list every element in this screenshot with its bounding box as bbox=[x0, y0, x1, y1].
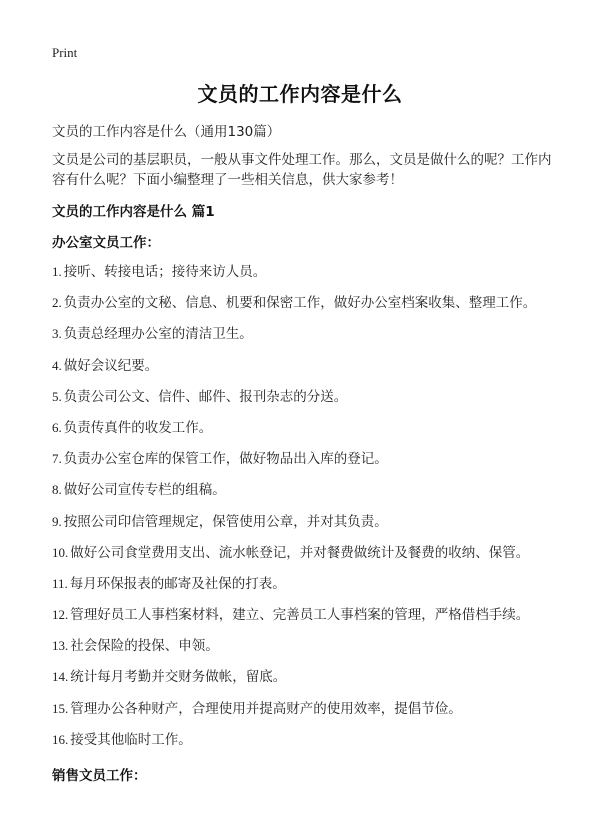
list-item bbox=[52, 730, 572, 761]
list-item bbox=[52, 512, 572, 543]
item-number: 3. bbox=[52, 326, 62, 342]
item-number: 10. bbox=[52, 544, 69, 560]
intro-paragraph: 文员是公司的基层职员，一般从事文件处理工作。那么，文员是做什么的呢？工作内容有什么呢？下面小编整理了一些相关信息，供大家参考！ bbox=[52, 152, 552, 188]
document-title: 文员的工作内容是什么 bbox=[197, 82, 403, 106]
print-link[interactable]: Print bbox=[52, 45, 78, 60]
item-text: 负责办公室的文秘、信息、机要和保密工作，做好办公室档案收集、整理工作。 bbox=[63, 295, 537, 312]
item-number: 9. bbox=[52, 513, 62, 529]
item-number: 16. bbox=[52, 731, 69, 747]
item-text: 社会保险的投保、申领。 bbox=[70, 638, 219, 655]
item-text: 负责总经理办公室的清洁卫生。 bbox=[63, 326, 253, 343]
item-number: 15. bbox=[52, 700, 69, 716]
item-number: 1. bbox=[52, 264, 62, 279]
document-subtitle: 文员的工作内容是什么（通用130篇） bbox=[52, 124, 281, 140]
list-item bbox=[52, 324, 572, 355]
item-text: 做好公司食堂费用支出、流水帐登记，并对餐费做统计及餐费的收纳、保管。 bbox=[70, 544, 530, 561]
duty-list bbox=[52, 262, 572, 761]
item-number: 11. bbox=[52, 575, 68, 591]
part-heading: 文员的工作内容是什么 篇1 bbox=[52, 204, 215, 220]
item-number: 8. bbox=[52, 482, 62, 498]
item-number: 6. bbox=[52, 419, 62, 435]
list-item bbox=[52, 480, 572, 511]
list-item bbox=[52, 293, 572, 324]
list-item bbox=[52, 543, 572, 574]
item-text: 负责传真件的收发工作。 bbox=[63, 419, 213, 436]
list-item bbox=[52, 636, 572, 667]
item-text: 每月环保报表的邮寄及社保的打表。 bbox=[69, 575, 286, 592]
item-number: 2. bbox=[52, 295, 62, 311]
item-text: 做好公司宣传专栏的组稿。 bbox=[63, 482, 226, 499]
item-number: 4. bbox=[52, 357, 62, 373]
item-text: 管理好员工人事档案材料，建立、完善员工人事档案的管理，严格借档手续。 bbox=[70, 607, 530, 624]
item-text: 统计每月考勤并交财务做帐，留底。 bbox=[70, 669, 287, 686]
item-text: 做好会议纪要。 bbox=[63, 357, 159, 374]
item-text: 负责办公室仓库的保管工作，做好物品出入库的登记。 bbox=[63, 451, 388, 468]
list-item bbox=[52, 667, 572, 698]
list-item bbox=[52, 262, 572, 293]
item-text: 按照公司印信管理规定，保管使用公章，并对其负责。 bbox=[63, 513, 388, 530]
list-item bbox=[52, 387, 572, 418]
item-text: 接听、转接电话；接待来访人员。 bbox=[63, 264, 267, 280]
list-item bbox=[52, 699, 572, 730]
item-number: 5. bbox=[52, 388, 62, 404]
list-item bbox=[52, 605, 572, 636]
list-item bbox=[52, 418, 572, 449]
list-item bbox=[52, 449, 572, 480]
sales-clerk-heading: 销售文员工作： bbox=[52, 768, 147, 784]
item-number: 7. bbox=[52, 451, 62, 467]
item-text: 负责公司公文、信件、邮件、报刊杂志的分送。 bbox=[63, 388, 348, 405]
item-text: 管理办公各种财产，合理使用并提高财产的使用效率，提倡节俭。 bbox=[70, 700, 462, 717]
item-number: 13. bbox=[52, 638, 69, 654]
office-clerk-heading: 办公室文员工作： bbox=[52, 235, 160, 251]
item-number: 12. bbox=[52, 607, 69, 623]
list-item bbox=[52, 356, 572, 387]
item-text: 接受其他临时工作。 bbox=[70, 731, 192, 748]
item-number: 14. bbox=[52, 669, 69, 685]
list-item bbox=[52, 574, 572, 605]
